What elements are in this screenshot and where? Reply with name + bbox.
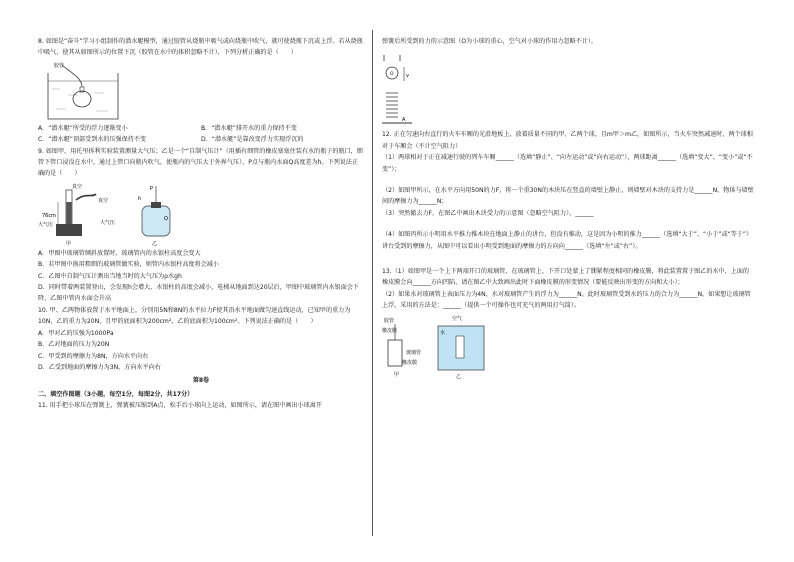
question-12-stem: 12. 正在匀速向右直行的火车车厢的光滑地板上，放着质量不同的甲、乙两个球，且m甲＞m乙，如图所示，当火车突然减速时，两个球相对于车厢会（不计空气阻力） bbox=[382, 131, 753, 150]
water-label: 水 bbox=[440, 329, 446, 336]
column-divider bbox=[372, 30, 373, 536]
spacer bbox=[382, 252, 754, 266]
figure-jia-label: 甲 bbox=[394, 371, 400, 378]
height-76cm-label: 76cm bbox=[42, 212, 56, 219]
question-8-options bbox=[38, 123, 364, 134]
pressure-label-b: 大气压 bbox=[100, 219, 116, 226]
question-8-options-2 bbox=[38, 134, 364, 145]
center-o-label: O bbox=[390, 72, 394, 78]
question-13-part-2: （2）如果水对玻璃管上表面压力为4N，水对玻璃管产生的浮力为______N。此时玻璃管受到水的压力的合力为______N，如果想让玻璃管上浮，采用的方法是：______（提供一个可操作也可充气的两用打气筒）。 bbox=[382, 290, 751, 310]
section-title: 第Ⅱ卷 bbox=[192, 377, 210, 385]
membrane-bottom-label: 橡皮膜 bbox=[402, 359, 418, 366]
question-10-stem: 10. 甲、乙两物体放置于水平地面上，分别用5N和8N的水平拉力F使其沿水平地面做匀速直线运动，已知甲的重力为10N，乙的重力为20N，且甲的底面积为200cm²，乙的底面积为100cm²。下列说法正确的是（ ） bbox=[38, 306, 351, 326]
question-10-option-d: D．乙受到地面的摩擦力为3N，方向水平向右 bbox=[38, 363, 161, 371]
question-8-stem: 8. 如图是“奋斗”学习小组制作的潜水艇模型，通过胶管从烧瓶中吸气或向烧瓶中吹气，就可使烧瓶下沉或上浮。若从烧瓶中吸气，使其从如图所示的位置下沉（胶管在水中的体积忽略不计），下列分析正确的是（ ） bbox=[38, 38, 363, 57]
question-10-option-a: A．甲对乙的压强为1000Pa bbox=[38, 329, 114, 337]
question-9-option-c: C．乙图中自制气压计测出当地当时的大气压为ρ水gh bbox=[38, 272, 182, 280]
air-label: 空气 bbox=[452, 315, 463, 322]
option-a: A．“潜水艇”所受的浮力逐渐变小 bbox=[38, 124, 128, 132]
figure-b-label: 乙 bbox=[152, 240, 158, 247]
left-column bbox=[38, 36, 364, 412]
figure-yi-label: 乙 bbox=[456, 373, 462, 380]
option-b: B．“潜水艇”排开水的重力保持不变 bbox=[201, 124, 297, 132]
question-9-option-b: B．若甲图中换用粗细的玻璃管做实验，则管内水银柱高度将会减小 bbox=[38, 261, 219, 269]
spacer bbox=[382, 219, 754, 229]
point-a-label: A bbox=[402, 117, 406, 124]
section-header: 二、填空作图题（3小题，每空1分，每图2分，共17分） bbox=[38, 390, 194, 398]
height-h-label: h bbox=[138, 195, 142, 202]
membrane-top-label: 橡皮膜 bbox=[382, 327, 398, 334]
spacer bbox=[382, 175, 754, 185]
question-12-part-4: （4）如图丙所示小明用水平推力推木块在地面上静止的讲台，但没有推动，这是因为小明的推力______（选填“大于”、“小于”或“等于”）讲台受到的摩擦力，从图中可以看出小明受到地面的摩擦力的方向向______（选填“左”或“右”）。 bbox=[382, 231, 753, 250]
question-12-part-1: （1）两球相对于正在减速行驶的列车车厢______（选填“静止”、“向左运动”或“向右运动”），两球距离______（选填“变大”、“变小”或“不变”）； bbox=[382, 154, 753, 173]
question-9-option-d: D．同时带着两装置登山，会发现h会增大，水银柱的高度会减小，电梯从地面到达20层后，甲图中玻璃管内水银面会下降，乙图中管内水面会升高 bbox=[38, 284, 359, 303]
glass-tube-label: 玻璃管 bbox=[406, 349, 422, 356]
velocity-v-label: v bbox=[406, 73, 409, 80]
tube-label: 胶管 bbox=[54, 62, 65, 69]
barometer-figure bbox=[38, 180, 208, 248]
pressure-label-a: 大气压 bbox=[38, 221, 54, 228]
question-12-part-2: （2）如图甲所示，在水平方向用50N的力F，将一个重30N的木块压在竖直的墙壁上静止，则墙壁对木块的支持力是______N，物体与墙壁间的摩擦力为______N； bbox=[382, 187, 754, 206]
option-d: D．“潜水艇”是靠改变浮力实现浮沉的 bbox=[201, 136, 304, 144]
vacuum-label-b: 真空 bbox=[98, 197, 109, 204]
question-9-stem: 9. 如图甲，用托里拆利实验装置测量大气压；乙是一个“自制气压计”（用插有细管的橡皮塞塞住装有水的瓶子的瓶口，细管下管口浸没在水中，通过上管口向瓶内吹气，使瓶内的气压大于外界气压），P点与瓶内水面Q高度差为h。下列说法正确的是（ ） bbox=[38, 147, 363, 178]
question-13-stem: 13.（1）如图甲是一个上下两端开口的玻璃管，在玻璃管上、下开口处蒙上了绷紧程度相同的橡皮膜，将此装置置于图乙的水中，上面的橡皮膜会向______方向凹陷，请在图乙中大致画出此时下面橡皮膜的形变情况（要能反映出形变的方向和大小）； bbox=[382, 268, 750, 287]
point-p-label: P bbox=[150, 185, 154, 192]
figure-a-label: 甲 bbox=[66, 240, 72, 247]
question-11-stem: 11. 用手把小球压在弹簧上，弹簧被压缩到A点，松手后小球向上运动，如图所示，请在图中画出小球离开 bbox=[38, 402, 322, 410]
option-c: C．“潜水艇”顶部受到水的压强保持不变 bbox=[38, 136, 147, 144]
point-q-label: Q bbox=[164, 215, 168, 222]
vacuum-label: 真空 bbox=[72, 183, 83, 190]
right-column bbox=[382, 36, 754, 380]
submarine-model-figure bbox=[38, 59, 158, 123]
question-11-continued: 弹簧后所受到的力的示意图（O为小球的重心，空气对小球的作用力忽略不计）。 bbox=[382, 38, 598, 45]
spring-ball-figure bbox=[382, 47, 462, 129]
hose-label: 胶管 bbox=[384, 317, 395, 324]
glass-tube-figure bbox=[382, 312, 512, 380]
question-10-option-c: C．甲受到的摩擦力为8N，方向水平向右 bbox=[38, 352, 149, 360]
question-9-option-a: A．甲图中玻璃管倾斜放置时，玻璃管内的水银柱高度会变大 bbox=[38, 249, 201, 257]
question-10-option-b: B．乙对地面的压力为20N bbox=[38, 341, 110, 349]
question-12-part-3: （3）突然撤去力F，在图乙中画出木块受力的示意图（忽略空气阻力）。______ bbox=[382, 209, 594, 217]
